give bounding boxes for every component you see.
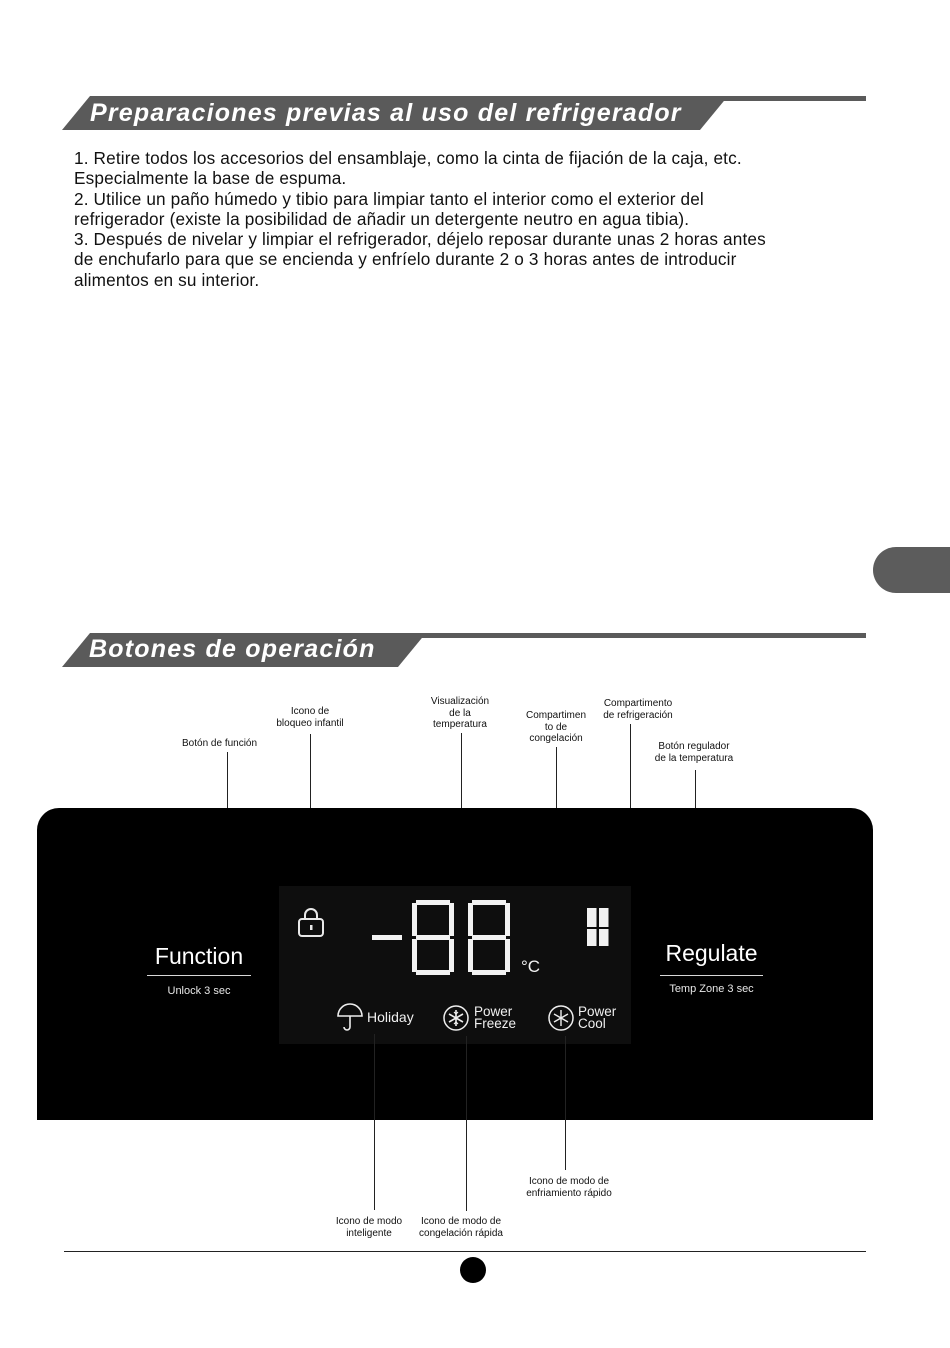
leader-line [374, 1034, 375, 1210]
page-number-marker [460, 1257, 486, 1283]
callout-function-button: Botón de función [182, 738, 258, 749]
section-title: Preparaciones previas al uso del refrigerador [90, 99, 682, 127]
regulate-underline [660, 975, 763, 976]
power-cool-label: Power Cool [578, 1004, 617, 1031]
callout-temp-display: Visualización de la temperatura [430, 696, 490, 730]
callout-quick-freeze: Icono de modo de congelación rápida [419, 1216, 503, 1239]
section-title: Botones de operación [89, 635, 376, 663]
temperature-value-text [368, 898, 528, 978]
callout-smart-mode: Icono de modo inteligente [335, 1216, 403, 1239]
side-chapter-tab [873, 547, 950, 593]
instruction-item: 3. Después de nivelar y limpiar el refrigerador, déjelo reposar durante unas 2 horas antes de enchufarlo para que se encienda y enfríelo durante 2 o 3 horas antes de introducir alimentos en su interior. [74, 229, 766, 290]
leader-line [565, 1036, 566, 1170]
regulate-hint: Temp Zone 3 sec [669, 983, 754, 995]
callout-fridge-compartment: Compartimento de refrigeración [603, 698, 673, 721]
umbrella-icon [336, 1002, 364, 1032]
callout-quick-cool: Icono de modo de enfriamiento rápido [526, 1176, 612, 1199]
function-hint: Unlock 3 sec [167, 985, 231, 997]
callout-temp-regulator: Botón regulador de la temperatura [654, 741, 734, 764]
instruction-item: 1. Retire todos los accesorios del ensamblaje, como la cinta de fijación de la caja, etc. Especialmente la base de espuma. [74, 148, 742, 189]
instructions-list [74, 148, 774, 290]
power-freeze-label: Power Freeze [474, 1004, 517, 1031]
callout-freezer-compartment: Compartimen to de congelación [525, 710, 587, 744]
footer-rule [64, 1251, 866, 1252]
instruction-item: 2. Utilice un paño húmedo y tibio para limpiar tanto el interior como el exterior del refrigerador (existe la posibilidad de añadir un detergente neutro en agua tibia). [74, 188, 704, 229]
fan-icon [547, 1004, 575, 1032]
leader-line [466, 1036, 467, 1211]
function-underline [147, 975, 251, 976]
function-button[interactable]: Function [154, 943, 244, 969]
holiday-mode-label: Holiday [367, 1009, 414, 1025]
callout-child-lock: Icono de bloqueo infantil [276, 706, 344, 729]
snowflake-icon [442, 1004, 470, 1032]
regulate-button[interactable]: Regulate [665, 940, 758, 966]
lock-icon [296, 906, 326, 938]
compartment-icon [586, 907, 610, 947]
temperature-unit: °C [521, 957, 541, 976]
